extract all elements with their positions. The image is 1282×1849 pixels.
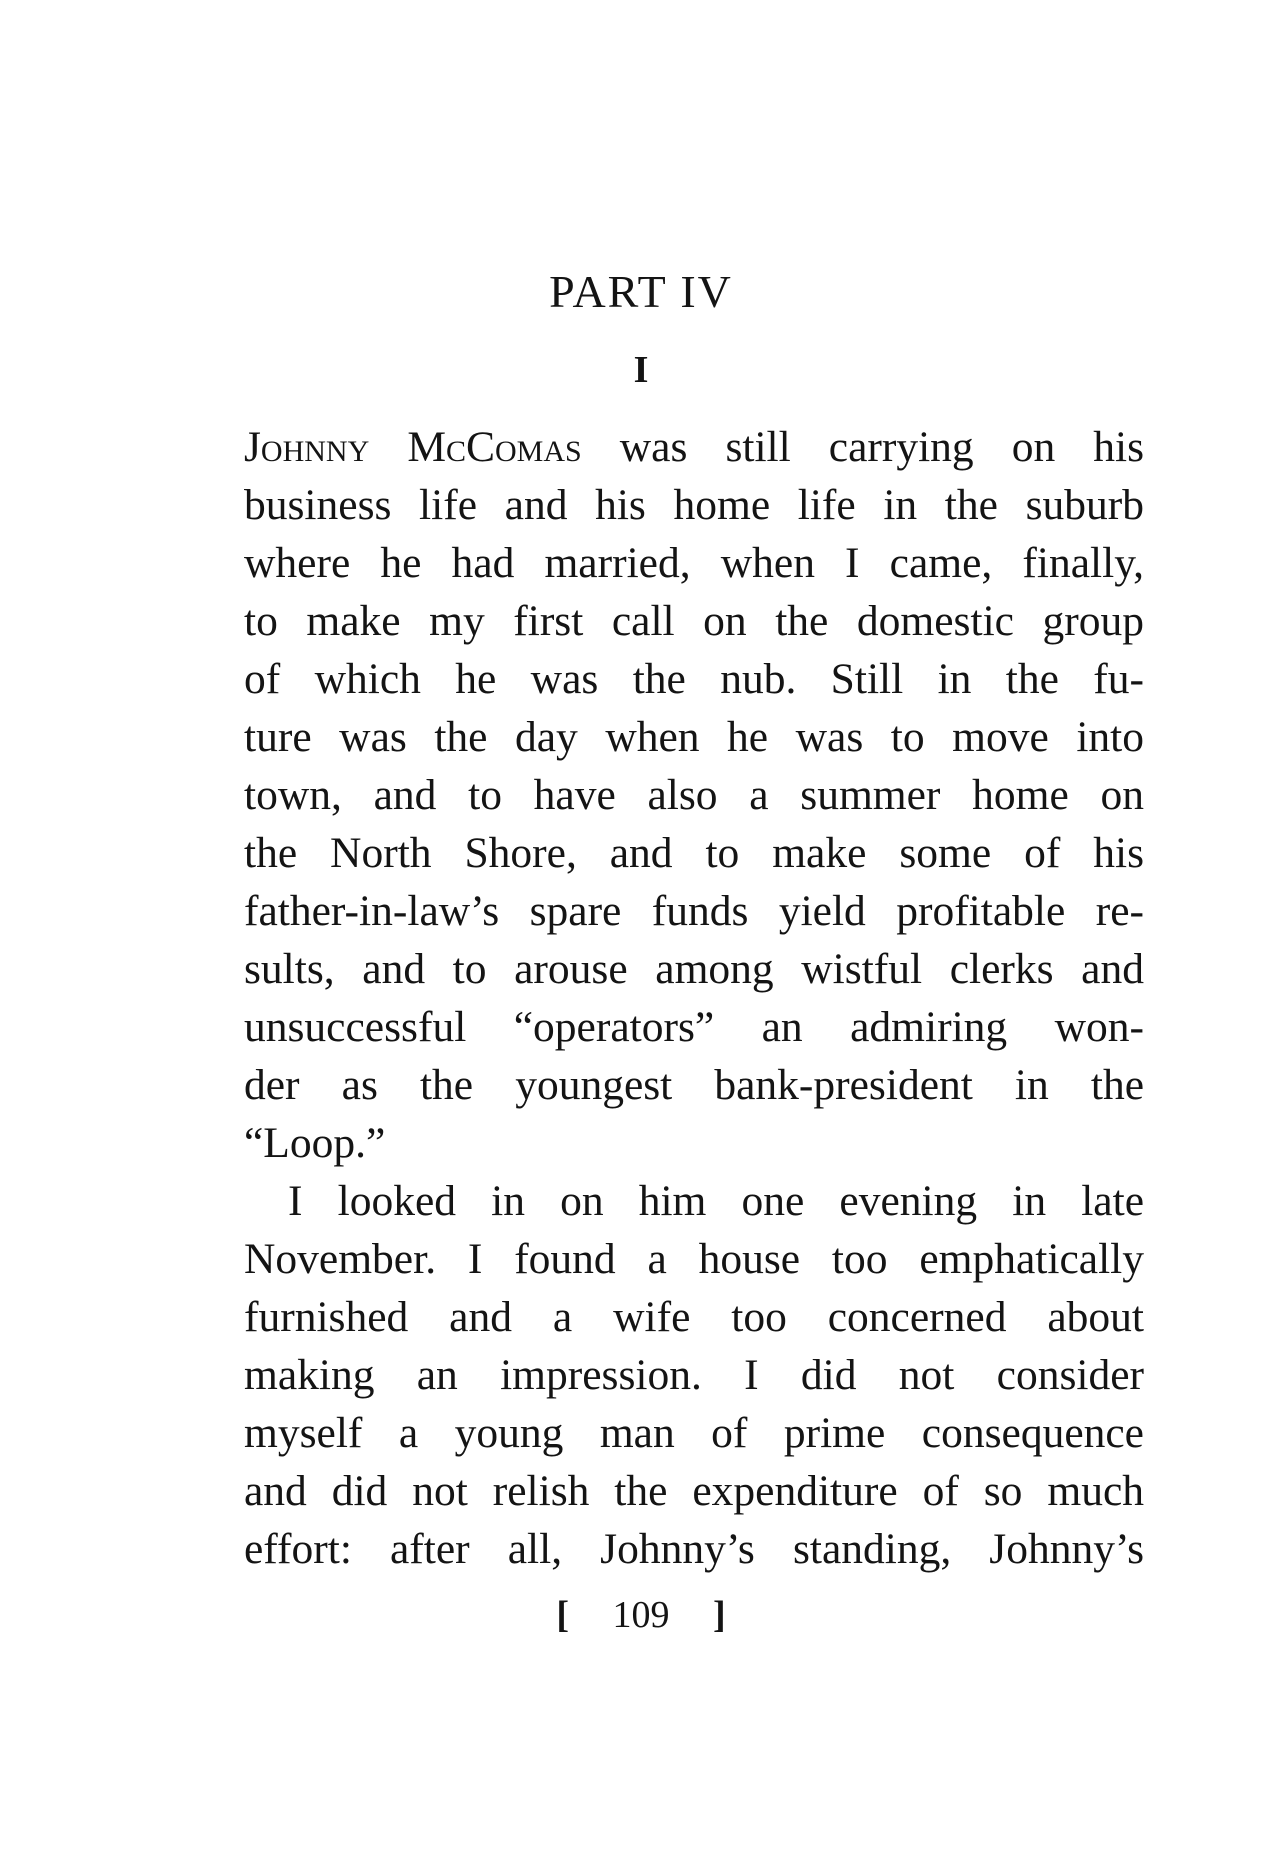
text-line: business life and his home life in the suburb bbox=[244, 481, 1144, 529]
text-line: ture was the day when he was to move into bbox=[244, 713, 1144, 761]
paragraph-1-last-line: “Loop.” bbox=[244, 1119, 386, 1167]
text-line: effort: after all, Johnny’s standing, Johnny’s bbox=[244, 1525, 1144, 1573]
text-line: November. I found a house too emphatically bbox=[244, 1235, 1144, 1283]
text-line: sults, and to arouse among wistful clerks and bbox=[244, 945, 1144, 993]
text-line: furnished and a wife too concerned about bbox=[244, 1293, 1144, 1341]
text-line: making an impression. I did not consider bbox=[244, 1351, 1144, 1399]
page-number bbox=[0, 1590, 1282, 1640]
section-number: I bbox=[633, 349, 649, 391]
opening-name-second: McComas bbox=[407, 423, 582, 471]
text-line: the North Shore, and to make some of his bbox=[244, 829, 1144, 877]
text-line: der as the youngest bank-president in the bbox=[244, 1061, 1144, 1109]
paragraph-1-line-1 bbox=[244, 418, 1144, 476]
page-number-open-bracket: [ bbox=[556, 1594, 569, 1636]
text-line: to make my first call on the domestic group bbox=[244, 597, 1144, 645]
part-title: PART IV bbox=[549, 266, 733, 317]
page-number-value: 109 bbox=[612, 1594, 670, 1636]
page-number-close-bracket: ] bbox=[713, 1594, 726, 1636]
text-line: unsuccessful “operators” an admiring won- bbox=[244, 1003, 1144, 1051]
paragraph-2-line-1: I looked in on him one evening in late bbox=[288, 1177, 1144, 1225]
text-line: where he had married, when I came, finally, bbox=[244, 539, 1144, 587]
opening-name-first: Johnny bbox=[244, 423, 370, 471]
text-line: town, and to have also a summer home on bbox=[244, 771, 1144, 819]
body-text bbox=[244, 418, 1144, 1578]
text-line: of which he was the nub. Still in the fu- bbox=[244, 655, 1144, 703]
text-line: father-in-law’s spare funds yield profitable re- bbox=[244, 887, 1144, 935]
text-line: myself a young man of prime consequence bbox=[244, 1409, 1144, 1457]
first-line-rest: was still carrying on his bbox=[619, 423, 1145, 471]
text-line: and did not relish the expenditure of so much bbox=[244, 1467, 1144, 1515]
